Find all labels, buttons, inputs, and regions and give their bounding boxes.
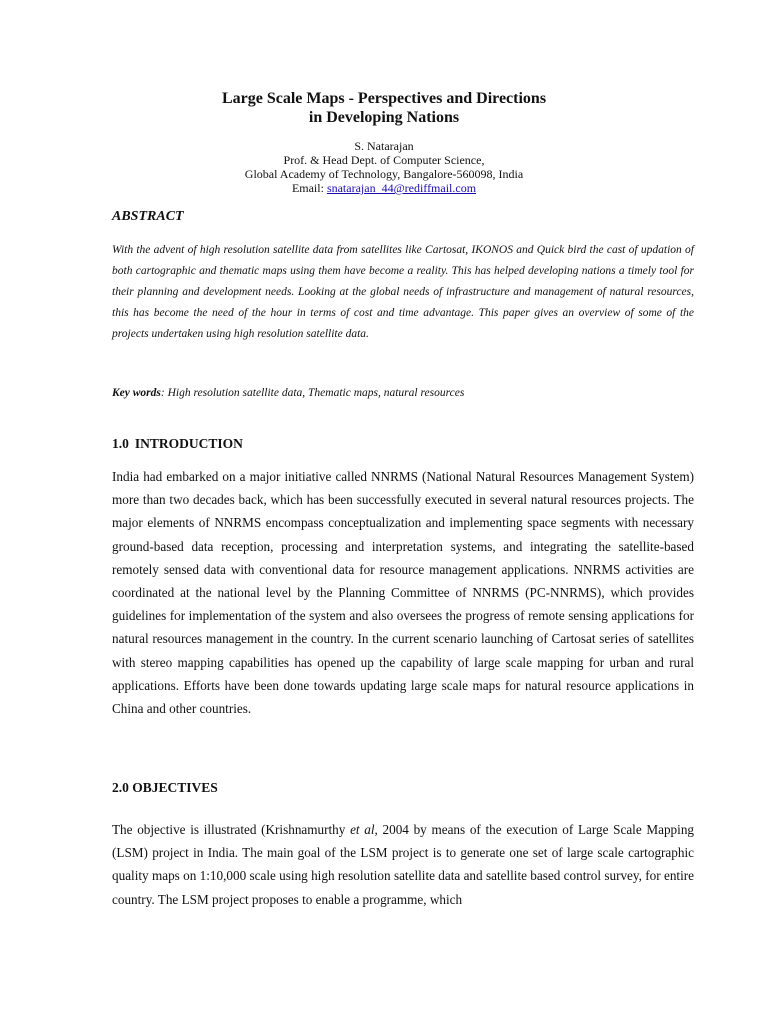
abstract-text: With the advent of high resolution satellite data from satellites like Cartosat, IKONOS and Quick bird the cast of updation of both cartographic and thematic maps using them have become a reality. This has helped developing nations a timely tool for their planning and development needs. Looking at the global needs of infrastructure and management of natural resources, this has become the need of the hour in terms of cost and time advantage. This paper gives an overview of some of the projects undertaken using high resolution satellite data. bbox=[112, 244, 694, 340]
citation-et-al: et al bbox=[350, 822, 375, 837]
author-position: Prof. & Head Dept. of Computer Science, bbox=[283, 153, 485, 167]
objectives-text bbox=[112, 818, 694, 911]
section-number: 1.0 bbox=[112, 436, 129, 451]
author-block bbox=[0, 139, 768, 195]
keywords-line bbox=[112, 387, 694, 399]
title-line-2: in Developing Nations bbox=[308, 109, 460, 126]
email-label: Email: bbox=[291, 181, 327, 195]
email-link[interactable]: snatarajan_44@rediffmail.com bbox=[326, 181, 477, 195]
section-heading-introduction bbox=[112, 436, 243, 452]
keywords-label: Key words bbox=[112, 387, 161, 399]
section-number: 2.0 bbox=[112, 780, 129, 795]
paper-title bbox=[0, 89, 768, 127]
objectives-text-after: , 2004 by means of the execution of Large Scale Mapping (LSM) project in India. The main goal of the LSM project is to generate one set of large scale cartographic quality maps on 1:10,000 scale using high resolution satellite data and satellite based control survey, for entire country. The LSM project proposes to enable a programme, which bbox=[112, 822, 695, 907]
section-title: INTRODUCTION bbox=[134, 436, 243, 451]
abstract-heading: ABSTRACT bbox=[112, 209, 184, 224]
author-name: S. Natarajan bbox=[354, 139, 414, 153]
author-email-line bbox=[0, 181, 768, 195]
keywords-sep: : bbox=[160, 387, 168, 399]
section-heading-objectives bbox=[112, 780, 218, 796]
section-title: OBJECTIVES bbox=[132, 780, 218, 795]
objectives-text-before: The objective is illustrated (Krishnamurthy bbox=[112, 822, 351, 837]
introduction-text: India had embarked on a major initiative called NNRMS (National Natural Resources Management System) more than two decades back, which has been successfully executed in several natural resources projects. The major elements of NNRMS encompass conceptualization and implementing space segments with necessary ground-based data reception, processing and interpretation systems, and integrating the satellite-based remotely sensed data with conventional data for resource management applications. NNRMS activities are coordinated at the national level by the Planning Committee of NNRMS (PC-NNRMS), which provides guidelines for implementation of the system and also oversees the progress of remote sensing applications for natural resources management in the country. In the current scenario launching of Cartosat series of satellites with stereo mapping capabilities has opened up the capability of large scale mapping for urban and rural applications. Efforts have been done towards updating large scale maps for natural resource applications in China and other countries. bbox=[112, 469, 694, 717]
keywords-text: High resolution satellite data, Thematic maps, natural resources bbox=[167, 387, 465, 399]
title-line-1: Large Scale Maps - Perspectives and Directions bbox=[221, 90, 547, 107]
author-institution: Global Academy of Technology, Bangalore-560098, India bbox=[244, 167, 524, 181]
